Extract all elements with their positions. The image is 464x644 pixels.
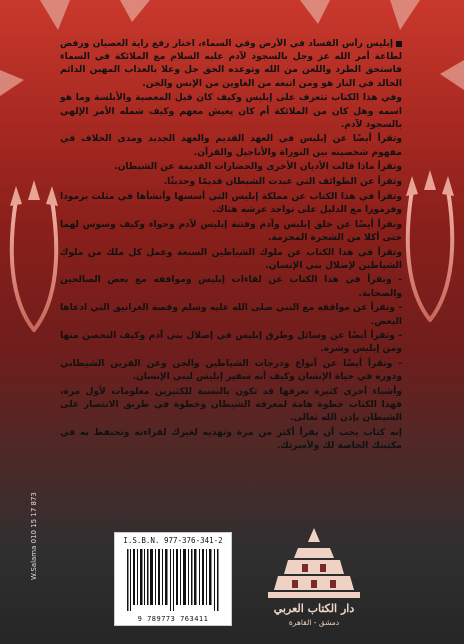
paragraph: وتقرأ عن الطوائف التي عبدت الشيطان قديمًا وحديثًا.	[163, 177, 402, 188]
barcode-number: 9 789773 763411	[137, 615, 209, 623]
paragraph: وتقرأ أيضًا عن خلق إبليس وآدم وفتنة إبليس لآدم وحواء وكيف وسوس لهما حتى أكلا من الشجرة المحرمة.	[60, 219, 402, 243]
publisher-name: دار الكتاب العربي	[273, 602, 355, 615]
publisher-city: دمشق - القاهرة	[288, 618, 340, 627]
paragraph: - وتقرأ أيضًا عن وسائل وطرق إبليس في إضلال بني آدم وكيف التحصن منها ومن إبليس وشره.	[60, 331, 402, 355]
back-cover-description	[60, 38, 402, 526]
paragraph: إنه كتاب يجب أن يقرأ أكثر من مرة وتهديه لغيرك لقراءته وتحتفظ به في مكتبتك الخاصة لك ولأسرتك.	[60, 428, 402, 452]
designer-credit: W.Salama 010 15 17 873	[30, 492, 38, 580]
square-bullet-icon	[396, 41, 402, 47]
paragraph: إبليس رأس الفساد في الأرض وفي السماء، اختار رفع راية العصيان ورفض لطاعة أمر الله عز وجل بالسجود لآدم عليه السلام مع الملائكة في السماء فاستحق الطرد واللعن من الله وتوعده الحق جل وعلا بالعذاب المهين الدائم الخالد في النار هو ومن اتبعه من الغاوين من الإنس والجن.	[60, 39, 402, 89]
paragraph: - وتقرأ عن مواقفه مع النبي صلى الله عليه وسلم وقصة الغرانيق التي ادعاها البعض.	[60, 303, 402, 327]
paragraph: وتقرأ في هذا الكتاب عن مملكة إبليس التي أسسها وأنشأها في مثلث برمودا وفرموزا مع الدليل على تواجد عرشه هناك.	[60, 191, 402, 215]
publisher-emblem-icon	[258, 524, 370, 602]
paragraph: وتقرأ في هذا الكتاب عن ملوك الشياطين السبعة وعمل كل ملك من ملوك الشياطين لإضلال بني الإنسان.	[60, 247, 402, 271]
paragraph: - وتقرأ أيضًا عن أنواع ودرجات الشياطين والجن وعن القرين الشيطاني ودوره في حياة الإنسان وكيف أنه سفير إبليس لبني الإنسان.	[60, 359, 402, 383]
paragraph: - وتقرأ في هذا الكتاب عن لقاءات إبليس ومواقفه مع بعض الصالحين والصحابة.	[60, 275, 402, 299]
isbn-number: I.S.B.N. 977-376-341-2	[123, 536, 223, 545]
barcode-icon	[115, 533, 231, 625]
paragraph: وفي هذا الكتاب تتعرف على إبليس وكيف كان قبل المعصية والأبلسة وما هو اسمه وهل كان من الملائكة أم كان يعيش معهم وكيف شمله الأمر الإلهي بالسجود لآدم.	[60, 93, 402, 130]
paragraph: وتقرأ ماذا قالت الأديان الأخرى والحضارات القديمة عن الشيطان.	[114, 162, 402, 173]
publisher-logo	[258, 524, 370, 634]
paragraph: وتقرأ أيضًا عن إبليس في العهد القديم والعهد الجديد ومدى الخلاف في مفهوم شخصيته بين التوراة والأناجيل والقرآن.	[60, 134, 402, 158]
paragraph: وأشياء أخرى كثيرة تعرفها قد تكون بالنسبة للكثيرين معلومات لأول مرة، فهذا الكتاب خطوة هامة لمعرفة الشيطان وخطوة في طريق الانتصار على الشيطان بإذن الله تعالى.	[60, 387, 402, 424]
isbn-barcode	[114, 532, 232, 626]
right-trident-icon	[408, 185, 452, 560]
